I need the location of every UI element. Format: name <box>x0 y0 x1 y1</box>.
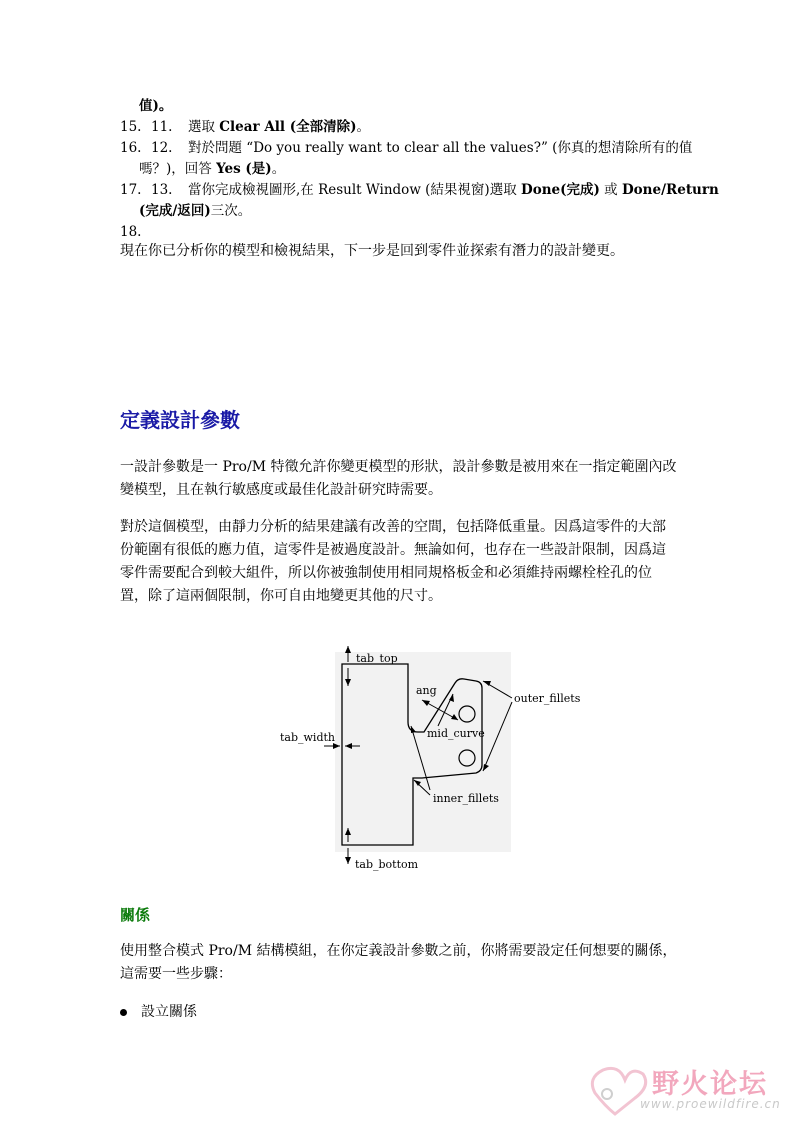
watermark-title: 野火论坛 <box>652 1069 768 1100</box>
label-tab-width: tab_width <box>280 731 335 744</box>
step-16: 16. 12. 對於問題 “Do you really want to clear all the values?” (你真的想清除所有的值 <box>120 140 693 156</box>
tab-top-arrowhead-upper <box>345 646 351 653</box>
para1-line: 變模型，且在執行敏感度或最佳化設計研究時需要。 <box>120 482 442 498</box>
step-16-continuation: 嗎？)，回答 Yes (是)。 <box>139 161 286 177</box>
label-mid-curve: mid_curve <box>427 727 485 740</box>
label-inner-fillets: inner_fillets <box>433 792 499 805</box>
step-15: 15. 11. 選取 Clear All (全部清除)。 <box>120 119 371 135</box>
para1-line: 一設計參數是一 Pro/M 特徵允許你變更模型的形狀，設計參數是被用來在一指定範圍內改 <box>120 459 677 475</box>
tab-bottom-arrowhead-lower <box>345 857 351 864</box>
paragraph-model-analysis <box>120 516 750 608</box>
label-outer-fillets: outer_fillets <box>514 692 581 705</box>
bullet-text: 設立關係 <box>141 1004 197 1020</box>
bullet-dot-icon <box>120 1009 127 1016</box>
para2-line: 份範圍有很低的應力值，這零件是被過度設計。無論如何，也存在一些設計限制，因爲這 <box>120 542 666 558</box>
para2-line: 對於這個模型，由靜力分析的結果建議有改善的空間，包括降低重量。因爲這零件的大部 <box>120 519 666 535</box>
para3-line: 使用整合模式 Pro/M 結構模組，在你定義設計參數之前，你將需要設定任何想要的關係， <box>120 943 677 959</box>
watermark-heart-shape <box>592 1068 645 1114</box>
subsection-title: 關係 <box>120 906 151 924</box>
summary-text: 現在你已分析你的模型和檢視結果，下一步是回到零件並探索有潛力的設計變更。 <box>120 243 624 259</box>
step-14-continuation: 值)。 <box>139 98 173 114</box>
para2-line: 置，除了這兩個限制，你可自由地變更其他的尺寸。 <box>120 588 442 604</box>
label-tab-bottom: tab_bottom <box>355 858 419 871</box>
step-17-continuation: (完成/返回)三次。 <box>139 203 252 219</box>
bullet-item <box>120 1001 197 1021</box>
para2-line: 零件需要配合到較大組件，所以你被強制使用相同規格板金和必須維持兩螺栓栓孔的位 <box>120 565 652 581</box>
step-17: 17. 13. 當你完成檢視圖形,在 Result Window (結果視窗)選取 Done(完成) 或 Done/Return <box>120 182 719 198</box>
step-18: 18. <box>120 224 142 240</box>
part-dimension-figure <box>272 640 592 880</box>
watermark-url: www.proewildfire.cn <box>640 1097 781 1111</box>
paragraph-design-parameter <box>120 456 750 502</box>
label-tab-top: tab_top <box>356 652 398 665</box>
para3-line: 這需要一些步驟： <box>120 966 232 982</box>
label-ang: ang <box>416 684 437 697</box>
watermark-circle <box>602 1089 612 1099</box>
paragraph-relations <box>120 940 750 986</box>
section-title: 定義設計參數 <box>120 408 240 432</box>
